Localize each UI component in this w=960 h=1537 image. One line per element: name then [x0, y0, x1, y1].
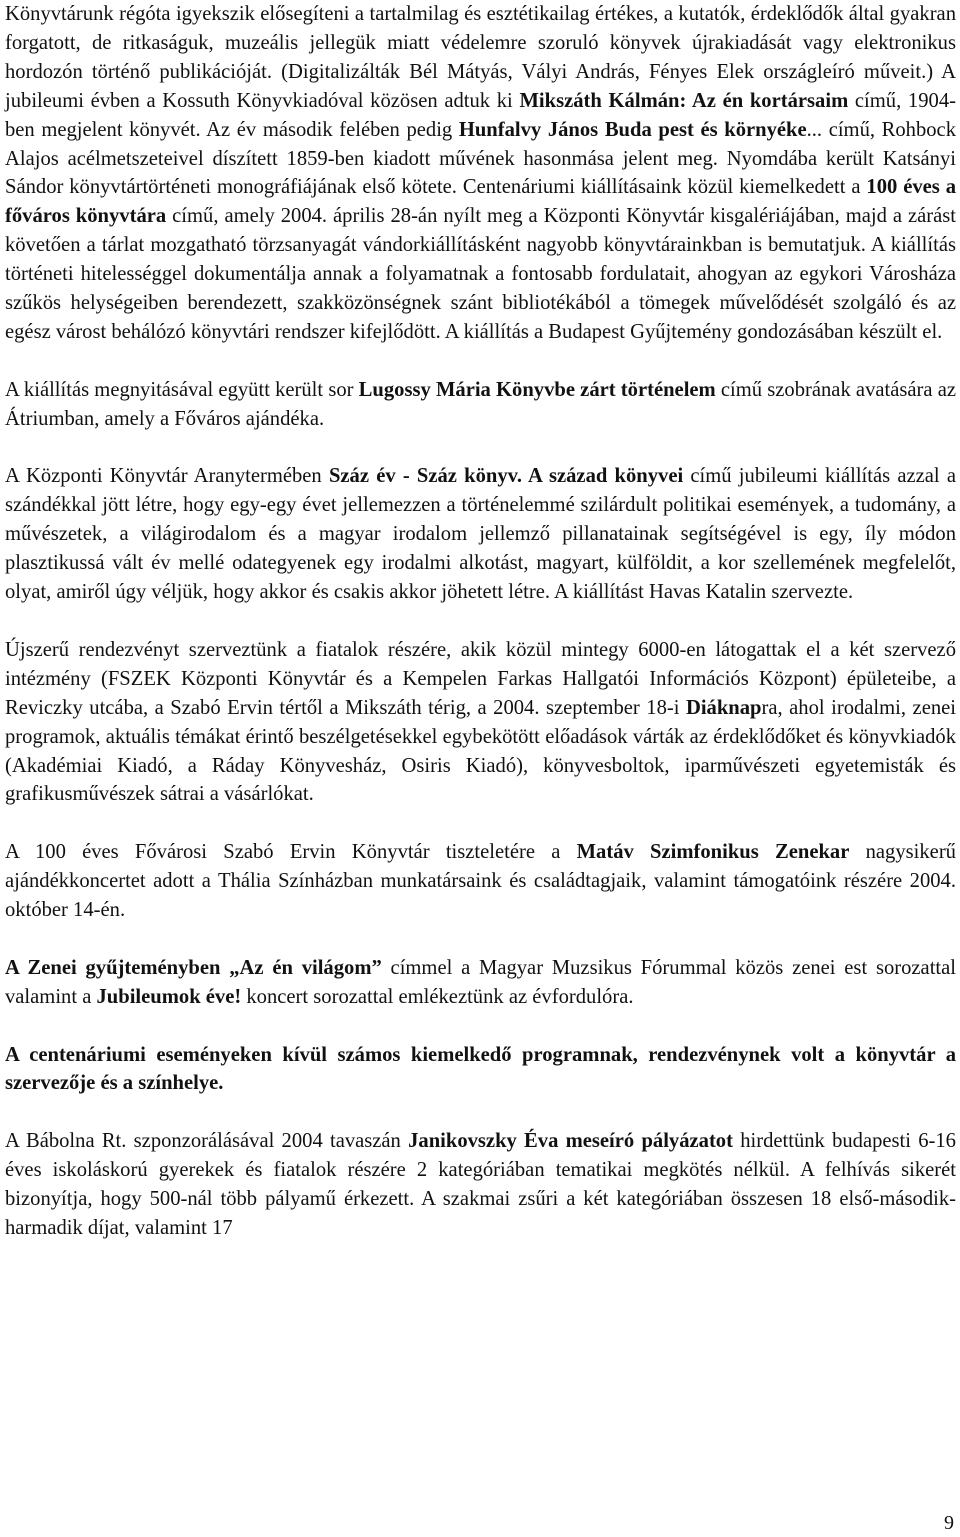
competition-title: Janikovszky Éva meseíró pályázatot: [408, 1130, 733, 1153]
text-run: Könyvtárunk régóta igyekszik elősegíteni a tartalmilag és esztétikailag értékes, a kutatók, érdeklődők által gyakran forgatott, de ritkaságuk, muzeális jellegük miatt védelemre szoruló könyvek újrakiadását vagy elektronikus hordozón történő publikációját. (Digitalizálták Bél Mátyás, Vályi András, Fényes Elek országleíró műveit.) A jubileumi évben a Kossuth Könyvkiadóval közösen adtuk ki: [5, 3, 956, 112]
text-run: nagysikerű ajándékkoncertet adott a Thália Színházban munkatársaink és családtagjaik, valamint támogatóink részére 2004. október 14-én.: [5, 841, 956, 922]
text-run: című jubileumi kiállítás azzal a szándékkal jött létre, hogy egy-egy évet jellemezzen a történelemmé szilárdult politikai események, a tudomány, a művészetek, a világirodalom és a magyar irodalom jellemző pillanatainak segítségével is egy, íly módon plasztikussá vált év mellé odategyenek egy irodalmi alkotást, magyart, külföldit, a kor szellemének megfelelőt, olyat, amiről úgy véljük, hogy akkor és csakis akkor jöhetett létre. A kiállítást Havas Katalin szervezte.: [5, 465, 956, 604]
paragraph-concert: [5, 838, 956, 925]
text-run: című, 1904-ben megjelent könyvét. Az év második felében pedig: [5, 89, 956, 141]
text-run: A 100 éves Fővárosi Szabó Ervin Könyvtár tiszteletére a: [5, 841, 577, 864]
text-run: hirdettünk budapesti 6-16 éves iskoláskorú gyerekek és fiatalok részére 2 kategóriában tematikai megkötés nélkül. A felhívás sikerét bizonyítja, hogy 500-nál több pályamű érkezett. A szakmai zsűri a két kategóriában összesen 18 első-második-harmadik díjat, valamint 17: [5, 1130, 956, 1239]
event-title: Diáknap: [685, 696, 762, 719]
paragraph-statue: [5, 376, 956, 434]
text-run: ra, ahol irodalmi, zenei programok, aktuális témákat érintő beszélgetésekkel egybekötött előadások várták az érdeklődőket és könyvkiadók (Akadémiai Kiadó, a Ráday Könyvesház, Osiris Kiadó), könyvesboltok, iparművészeti egyetemisták és grafikusművészek sátrai a vásárlókat.: [5, 696, 956, 806]
exhibition-title: Száz év - Száz könyv. A század könyvei: [328, 465, 684, 488]
document-page: [5, 0, 956, 1272]
statue-title: Lugossy Mária Könyvbe zárt történelem: [358, 378, 716, 401]
page-number: 9: [944, 1512, 954, 1534]
book-title: Hunfalvy János Buda pest és környéke: [458, 118, 807, 141]
paragraph-competition: [5, 1127, 956, 1243]
text-run: című, amely 2004. április 28-án nyílt meg a Központi Könyvtár kisgalériájában, majd a zárást követően a tárlat mozgatható törzsanyagát vándorkiállításként nagyobb könyvtárainkban is bemutatjuk. A kiállítás történeti hitelességgel dokumentálja annak a folyamatnak a fontosabb fordulatait, ahogyan az egykori Városháza szűkös helységeiben berendezett, szakközönségnek szánt bibliotékából a tömegek művelődését szolgáló és az egész várost behálózó könyvtári rendszer kifejlődött. A kiállítás a Budapest Gyűjtemény gondozásában készült el.: [5, 205, 956, 343]
paragraph-music-collection: [5, 954, 956, 1012]
paragraph-student-day: [5, 636, 956, 809]
text-run: címmel a Magyar Muzsikus Fórummal közös zenei est sorozattal valamint a: [5, 956, 956, 1008]
paragraph-publications: [5, 0, 956, 347]
text-run: A Központi Könyvtár Aranytermében: [5, 465, 329, 488]
text-run: A Bábolna Rt. szponzorálásával 2004 tavaszán: [5, 1130, 409, 1153]
series-title: Jubileumok éve!: [96, 985, 242, 1008]
orchestra-name: Matáv Szimfonikus Zenekar: [576, 841, 850, 864]
exhibition-title: 100 éves a főváros könyvtára: [5, 176, 957, 228]
paragraph-century-exhibition: [5, 462, 956, 607]
paragraph-other-events-heading: [5, 1041, 956, 1099]
text-run: című szobrának avatására az Átriumban, amely a Főváros ajándéka.: [5, 378, 956, 430]
text-run: A kiállítás megnyitásával együtt került sor: [5, 378, 359, 401]
text-run: koncert sorozattal emlékeztünk az évfordulóra.: [241, 985, 634, 1008]
series-title: A Zenei gyűjteményben „Az én világom”: [5, 956, 382, 979]
text-run: ... című, Rohbock Alajos acélmetszeteivel díszített 1859-ben kiadott művének hasonmása jelent meg. Nyomdába került Katsányi Sándor könyvtártörténeti monográfiájának első kötete. Centenáriumi kiállításaink közül kiemelkedett a: [5, 118, 956, 199]
book-title: Mikszáth Kálmán: Az én kortársaim: [519, 89, 849, 112]
text-run: Újszerű rendezvényt szerveztünk a fiatalok részére, akik közül mintegy 6000-en látogattak el a két szervező intézmény (FSZEK Központi Könyvtár és a Kempelen Farkas Hallgatói Információs Központ) épületeibe, a Reviczky utcába, a Szabó Ervin tértől a Mikszáth térig, a 2004. szeptember 18-i: [5, 638, 956, 719]
section-heading: A centenáriumi eseményeken kívül számos kiemelkedő programnak, rendezvénynek volt a könyvtár a szervezője és a színhelye.: [5, 1043, 956, 1095]
